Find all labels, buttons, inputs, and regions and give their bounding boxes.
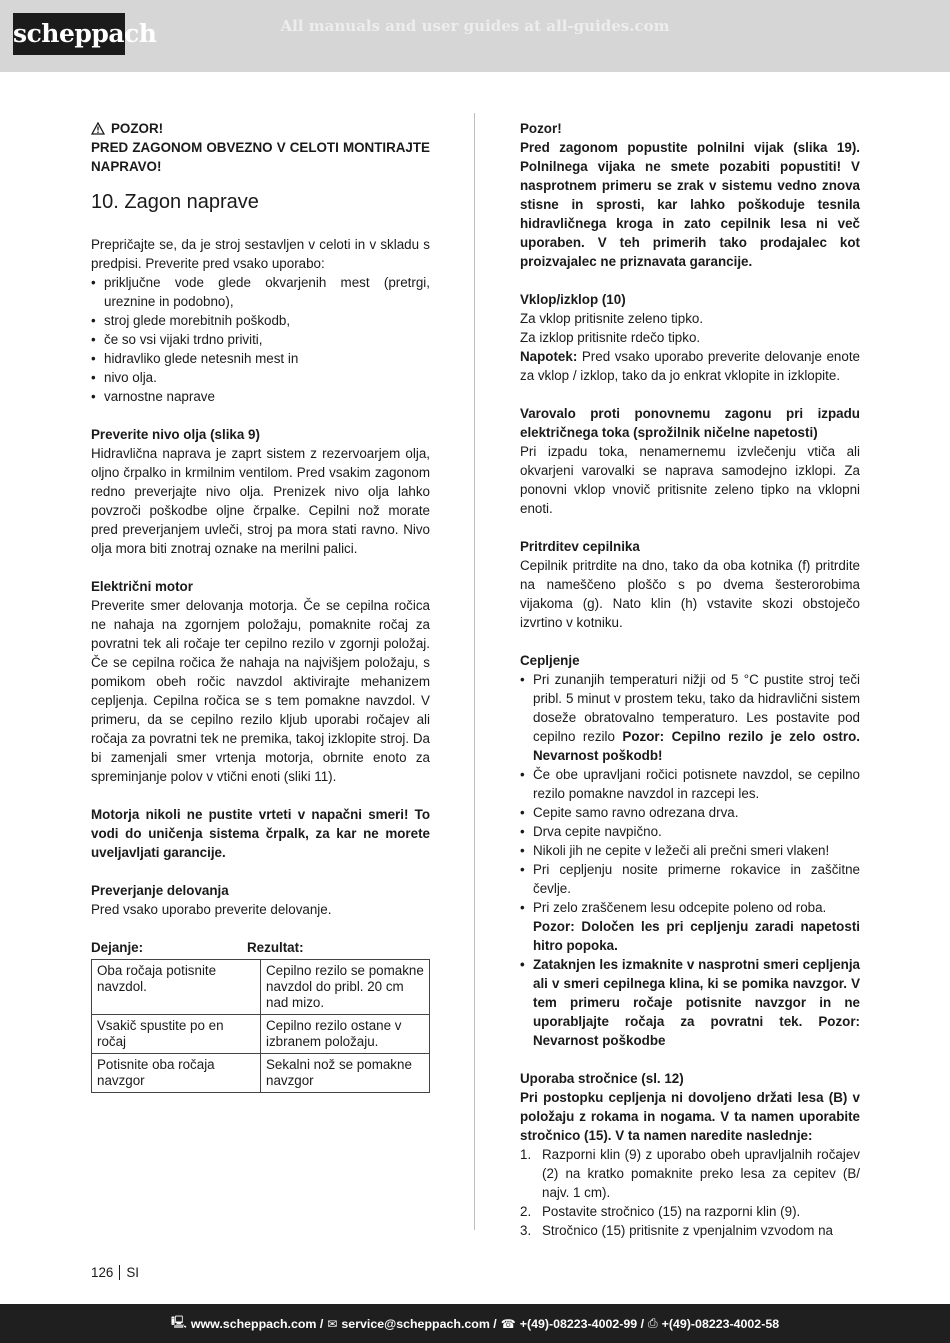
fax-number: +(49)-08223-4002-58: [661, 1316, 780, 1331]
caution-text: Pred zagonom popustite polnilni vijak (slika 19). Polnilnega vijaka ne smete pozabiti popustiti! V nasprotnem primeru se zrak v sistemu vedno znova stisne in sprosti, kar lahko poškoduje tesnila hidravličnega kroga in zato cepilnik lesa ni več uporaben. V teh primerih tako prodajalec kot proizvajalec ne priznavata garancije.: [520, 140, 860, 269]
warning-text: PRED ZAGONOM OBVEZNO V CELOTI MONTIRAJTE NAPRAVO!: [91, 140, 430, 174]
table-row: [92, 960, 430, 1015]
table-row: [92, 1054, 430, 1093]
col-result-header: Rezultat:: [247, 940, 304, 955]
watermark: All manuals and user guides at all-guides.com: [280, 17, 670, 35]
switch-title: Vklop/izklop (10): [520, 292, 626, 307]
mount-title: Pritrditev cepilnika: [520, 539, 640, 554]
caution-title: Pozor!: [520, 121, 562, 136]
website-link[interactable]: www.scheppach.com /: [190, 1316, 324, 1331]
column-divider: [474, 113, 475, 1230]
switch-on-text: Za vklop pritisnite zeleno tipko.: [520, 311, 704, 326]
left-column: [91, 119, 430, 1093]
list-item: • Pri zunanjih temperaturi nižji od 5 °C pustite stroj teči pribl. 5 minut v prostem teku, tako da hidravlični sistem doseže obratovalno temperaturo. Les postavite pod cepilno rezilo Pozor: Cepilno rezilo je zelo ostro. Nevarnost poškodb!: [520, 672, 860, 763]
table-cell: Vsakič spustite po en ročaj: [92, 1015, 261, 1054]
mount-text: Cepilnik pritrdite na dno, tako da oba kotnika (f) pritrdite na nameščeno ploščo s po dvema šesterorobima vijakoma (g). Nato klin (h) vstavite skozi obstoječo izvrtino v kotniku.: [520, 558, 860, 630]
section-title: 10. Zagon naprave: [91, 191, 259, 213]
email-link[interactable]: service@scheppach.com /: [341, 1316, 497, 1331]
brand-logo: scheppach: [13, 13, 125, 55]
note-paragraph: [520, 347, 860, 385]
list-item: 2. Postavite stročnico (15) na razporni klin (9).: [520, 1204, 801, 1219]
table-cell: Cepilno rezilo se pomakne navzdol do pribl. 20 cm nad mizo.: [261, 960, 430, 1015]
list-item: 3. Stročnico (15) pritisnite z vpenjalnim vzvodom na: [520, 1223, 833, 1238]
list-item: • hidravliko glede netesnih mest in: [91, 351, 299, 366]
list-item: • nivo olja.: [91, 370, 157, 385]
restart-title: Varovalo proti ponovnemu zagonu pri izpadu električnega toka (sprožilnik ničelne napetosti): [520, 406, 860, 440]
fax-icon: ⎙: [648, 1316, 658, 1330]
phone-icon: ☎: [500, 1316, 516, 1331]
split-title: Cepljenje: [520, 653, 580, 668]
function-check-text: Pred vsako uporabo preverite delovanje.: [91, 902, 332, 917]
page-footer: [91, 1265, 139, 1280]
phone-number: +(49)-08223-4002-99 /: [519, 1316, 645, 1331]
list-item: • Zataknjen les izmaknite v nasprotni smeri cepljenja ali v smeri cepilnega klina, ki se pomika navzgor. V tem primeru ročaje potisnite navzgor in ne uporabljajte ročaja za povratni tek. Pozor: Nevarnost poškodbe: [520, 957, 860, 1048]
function-table: [91, 959, 430, 1093]
list-item: 1. Razporni klin (9) z uporabo obeh upravljalnih ročajev (2) na kratko pomaknite preko lesa za cepitev (B/ najv. 1 cm).: [520, 1147, 860, 1200]
list-item: • Cepite samo ravno odrezana drva.: [520, 805, 739, 820]
riving-title: Uporaba stročnice (sl. 12): [520, 1071, 684, 1086]
intro-text: Prepričajte se, da je stroj sestavljen v celoti in v skladu s predpisi. Preverite pred vsako uporabo:: [91, 237, 430, 271]
col-action-header: Dejanje:: [91, 940, 144, 955]
warning-label: POZOR!: [111, 121, 164, 136]
motor-warning: Motorja nikoli ne pustite vrteti v napačni smeri! To vodi do uničenja sistema črpalk, za kar ne morete uveljavljati garancije.: [91, 807, 430, 860]
warning-heading: [91, 119, 430, 138]
riving-text: Pri postopku cepljenja ni dovoljeno držati lesa (B) v položaju z rokama in nogama. V ta namen uporabite stročnico (15). V ta namen naredite naslednje:: [520, 1090, 860, 1143]
table-cell: Cepilno rezilo ostane v izbranem položaju.: [261, 1015, 430, 1054]
table-cell: Sekalni nož se pomakne navzgor: [261, 1054, 430, 1093]
right-column: [520, 119, 860, 1240]
table-cell: Oba ročaja potisnite navzdol.: [92, 960, 261, 1015]
list-item: • Pri zelo zraščenem lesu odcepite poleno od roba. Pozor: Določen les pri cepljenju zaradi napetosti hitro popoka.: [520, 900, 860, 953]
restart-text: Pri izpadu toka, nenamernemu izvlečenju vtiča ali okvarjeni varovalki se naprava samodejno izklopi. Za ponovni vklop vnovič pritisnite zeleno tipko na vklopni enoti.: [520, 444, 860, 516]
list-item: • Nikoli jih ne cepite v ležeči ali prečni smeri vlaken!: [520, 843, 830, 858]
top-header-bar: [0, 0, 950, 72]
oil-title: Preverite nivo olja (slika 9): [91, 427, 260, 442]
steps-list: [520, 1145, 860, 1240]
warning-triangle-icon: [91, 122, 105, 135]
motor-text: Preverite smer delovanja motorja. Če se cepilna ročica ne nahaja na zgornjem položaju, pomaknite ročaj za povratni tek ali ročaje ter cepilno rezilo v zgornji položaj. Če se cepilna ročica že nahaja na najvišjem položaju, s pomikom obeh ročic navzdol aktivirajte mehanizem cepljenja. Cepilna ročica se s tem pomakne navzdol. V primeru, da se cepilno rezilo kljub uporabi ročajev ali ročaja za povratni tek ne premika, takoj izklopite stroj. Da bi zamenjali smer vrtenja motorja, obrnite enoto za spreminjanje polov v vtični enoti (sliki 11).: [91, 598, 430, 784]
list-item: • Drva cepite navpično.: [520, 824, 662, 839]
split-list: [520, 670, 860, 1050]
function-check-title: Preverjanje delovanja: [91, 883, 229, 898]
check-list: [91, 273, 430, 406]
table-row: [92, 1015, 430, 1054]
list-item: • Če obe upravljani ročici potisnete navzdol, se cepilno rezilo pomakne navzdol in razcepi les.: [520, 767, 860, 801]
note-label: Napotek:: [520, 349, 578, 364]
table-cell: Potisnite oba ročaja navzgor: [92, 1054, 261, 1093]
list-item: • Pri cepljenju nosite primerne rokavice in zaščitne čevlje.: [520, 862, 860, 896]
list-item: • priključne vode glede okvarjenih mest (pretrgi, ureznine in podobno),: [91, 275, 430, 309]
contact-bar: [0, 1304, 950, 1343]
list-item: • stroj glede morebitnih poškodb,: [91, 313, 291, 328]
oil-text: Hidravlična naprava je zaprt sistem z rezervoarjem olja, oljno črpalko in krmilnim ventilom. Pred vsakim zagonom redno preverjajte nivo olja. Prenizek nivo olja lahko povzroči poškodbe oljne črpalke. Cepilni nož morate pred preverjanjem uvleči, stroj pa mora stati ravno. Nivo olja mora biti znotraj oznake na merilni palici.: [91, 446, 430, 556]
note-text: Pred vsako uporabo preverite delovanje enote za vklop / izklop, tako da jo enkrat vklopite in izklopite.: [520, 349, 860, 383]
page-number: 126: [91, 1265, 114, 1280]
computer-icon: 🖳: [170, 1315, 187, 1329]
language-code: SI: [126, 1265, 139, 1280]
email-icon: ✉: [327, 1316, 338, 1331]
list-item: • varnostne naprave: [91, 389, 215, 404]
switch-off-text: Za izklop pritisnite rdečo tipko.: [520, 330, 701, 345]
motor-title: Električni motor: [91, 579, 193, 594]
table-header: [91, 938, 430, 957]
list-item: • če so vsi vijaki trdno priviti,: [91, 332, 263, 347]
